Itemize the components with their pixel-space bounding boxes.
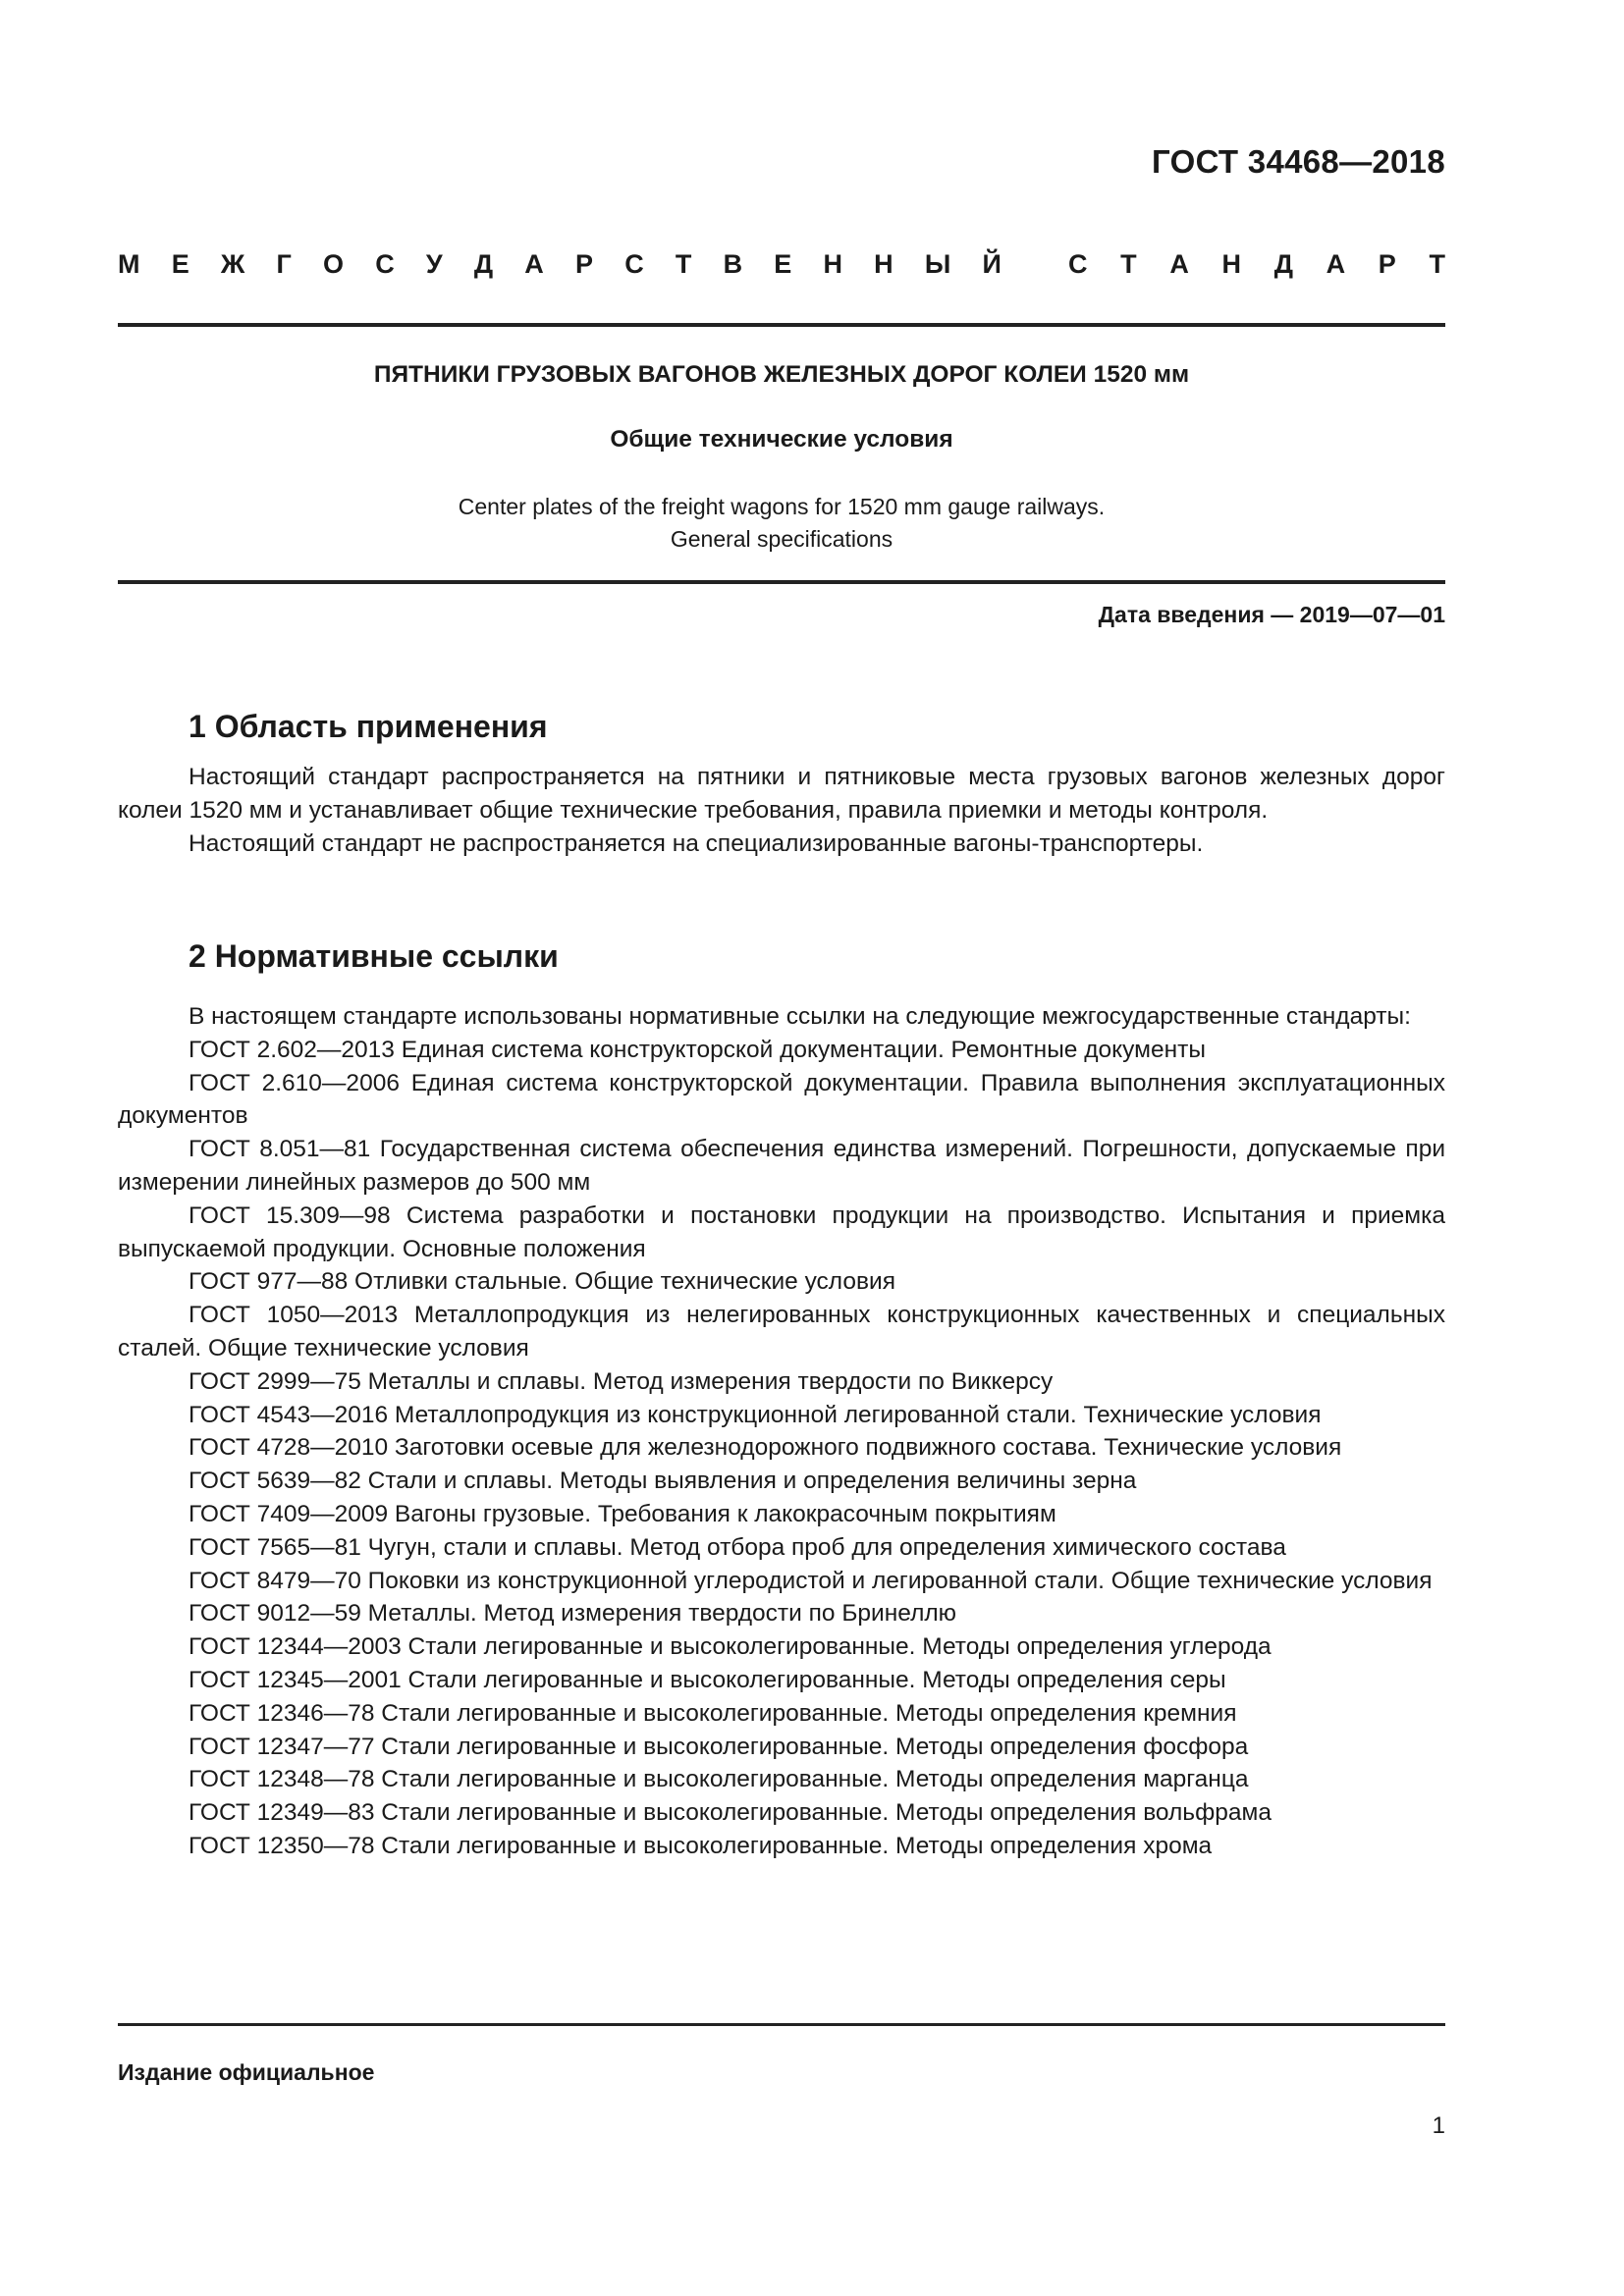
banner-letter: Е bbox=[171, 249, 189, 279]
paragraph: Настоящий стандарт распространяется на пятники и пятниковые места грузовых вагонов железных дорог колеи 1520 мм и устанавливает общие технические требования, правила приемки и методы контроля. bbox=[118, 764, 1445, 824]
reference-item: ГОСТ 9012—59 Металлы. Метод измерения твердости по Бринеллю bbox=[189, 1600, 957, 1628]
reference-item: ГОСТ 12344—2003 Стали легированные и высоколегированные. Методы определения углерода bbox=[189, 1633, 1272, 1661]
official-edition-label: Издание официальное bbox=[118, 2059, 375, 2085]
banner-letter: Н bbox=[823, 249, 842, 279]
banner-letter: Й bbox=[982, 249, 1001, 279]
banner-letter: Ы bbox=[924, 249, 951, 279]
reference-item: ГОСТ 2.610—2006 Единая система конструкторской документации. Правила выполнения эксплуатационных документов bbox=[118, 1069, 1445, 1130]
introduction-date: Дата введения — 2019—07—01 bbox=[1098, 602, 1445, 627]
banner-letter: Р bbox=[574, 249, 593, 279]
banner-letter: Т bbox=[1429, 249, 1445, 279]
reference-item: ГОСТ 5639—82 Стали и сплавы. Методы выявления и определения величины зерна bbox=[189, 1468, 1137, 1495]
english-title-line: Center plates of the freight wagons for 1520 mm gauge railways. bbox=[458, 494, 1106, 519]
banner-letter: А bbox=[1326, 249, 1346, 279]
banner-letter: Т bbox=[675, 249, 692, 279]
page-number: 1 bbox=[1432, 2112, 1445, 2139]
banner-letter: Д bbox=[1273, 249, 1293, 279]
banner-letter: М bbox=[118, 249, 140, 279]
banner-letter: Р bbox=[1378, 249, 1396, 279]
reference-item: ГОСТ 4543—2016 Металлопродукция из конструкционной легированной стали. Технические условия bbox=[189, 1401, 1322, 1428]
reference-item: ГОСТ 4728—2010 Заготовки осевые для железнодорожного подвижного состава. Технические условия bbox=[189, 1434, 1342, 1462]
section-body-scope bbox=[118, 761, 1445, 860]
document-number: ГОСТ 34468—2018 bbox=[1152, 143, 1445, 180]
banner-letter: А bbox=[1169, 249, 1189, 279]
banner-letter: Е bbox=[774, 249, 792, 279]
reference-item: ГОСТ 15.309—98 Система разработки и постановки продукции на производство. Испытания и приемка выпускаемой продукции. Основные положения bbox=[118, 1201, 1445, 1262]
reference-item: ГОСТ 8.051—81 Государственная система обеспечения единства измерений. Погрешности, допускаемые при измерении линейных размеров до 500 мм bbox=[118, 1136, 1445, 1196]
document-subtitle: Общие технические условия bbox=[610, 426, 953, 453]
reference-item: ГОСТ 977—88 Отливки стальные. Общие технические условия bbox=[189, 1268, 895, 1296]
header-divider bbox=[118, 323, 1445, 327]
reference-item: ГОСТ 1050—2013 Металлопродукция из нелегированных конструкционных качественных и специальных сталей. Общие технические условия bbox=[118, 1302, 1445, 1362]
reference-item: ГОСТ 2.602—2013 Единая система конструкторской документации. Ремонтные документы bbox=[189, 1036, 1206, 1063]
paragraph: В настоящем стандарте использованы нормативные ссылки на следующие межгосударственные стандарты: bbox=[189, 1003, 1411, 1030]
banner-letter: О bbox=[322, 249, 344, 279]
banner-letter: В bbox=[723, 249, 743, 279]
reference-item: ГОСТ 12345—2001 Стали легированные и высоколегированные. Методы определения серы bbox=[189, 1666, 1226, 1693]
banner-letter: Ж bbox=[220, 249, 245, 279]
paragraph: Настоящий стандарт не распространяется на специализированные вагоны-транспортеры. bbox=[189, 829, 1204, 857]
reference-item: ГОСТ 7565—81 Чугун, стали и сплавы. Метод отбора проб для определения химического состава bbox=[189, 1533, 1286, 1561]
banner-letter: С bbox=[375, 249, 395, 279]
reference-item: ГОСТ 2999—75 Металлы и сплавы. Метод измерения твердости по Виккерсу bbox=[189, 1367, 1054, 1395]
interstate-standard-banner bbox=[118, 249, 1445, 280]
banner-letter: С bbox=[624, 249, 644, 279]
banner-word-interstate bbox=[118, 249, 1001, 280]
english-title bbox=[118, 491, 1445, 556]
banner-letter: А bbox=[524, 249, 544, 279]
section-body-references bbox=[118, 1000, 1445, 1863]
reference-item: ГОСТ 7409—2009 Вагоны грузовые. Требования к лакокрасочным покрытиям bbox=[189, 1500, 1056, 1527]
footer-divider bbox=[118, 2023, 1445, 2026]
section-heading-scope: 1 Область применения bbox=[189, 709, 548, 744]
banner-letter: Д bbox=[473, 249, 494, 279]
banner-letter: С bbox=[1068, 249, 1088, 279]
reference-item: ГОСТ 12347—77 Стали легированные и высоколегированные. Методы определения фосфора bbox=[189, 1733, 1249, 1760]
reference-item: ГОСТ 8479—70 Поковки из конструкционной углеродистой и легированной стали. Общие технические условия bbox=[189, 1567, 1433, 1594]
title-divider bbox=[118, 580, 1445, 584]
english-title-line: General specifications bbox=[670, 526, 893, 552]
section-heading-normative-references: 2 Нормативные ссылки bbox=[189, 938, 559, 974]
document-title: ПЯТНИКИ ГРУЗОВЫХ ВАГОНОВ ЖЕЛЕЗНЫХ ДОРОГ КОЛЕИ 1520 мм bbox=[373, 361, 1190, 388]
banner-letter: Т bbox=[1120, 249, 1137, 279]
reference-item: ГОСТ 12346—78 Стали легированные и высоколегированные. Методы определения кремния bbox=[189, 1699, 1237, 1727]
banner-letter: Н bbox=[1221, 249, 1242, 279]
reference-item: ГОСТ 12349—83 Стали легированные и высоколегированные. Методы определения вольфрама bbox=[189, 1799, 1272, 1827]
reference-item: ГОСТ 12348—78 Стали легированные и высоколегированные. Методы определения марганца bbox=[189, 1766, 1249, 1793]
banner-word-standard bbox=[1068, 249, 1445, 280]
banner-letter: У bbox=[425, 249, 443, 279]
banner-letter: Г bbox=[276, 249, 292, 279]
banner-letter: Н bbox=[874, 249, 893, 279]
reference-item: ГОСТ 12350—78 Стали легированные и высоколегированные. Методы определения хрома bbox=[189, 1832, 1213, 1859]
